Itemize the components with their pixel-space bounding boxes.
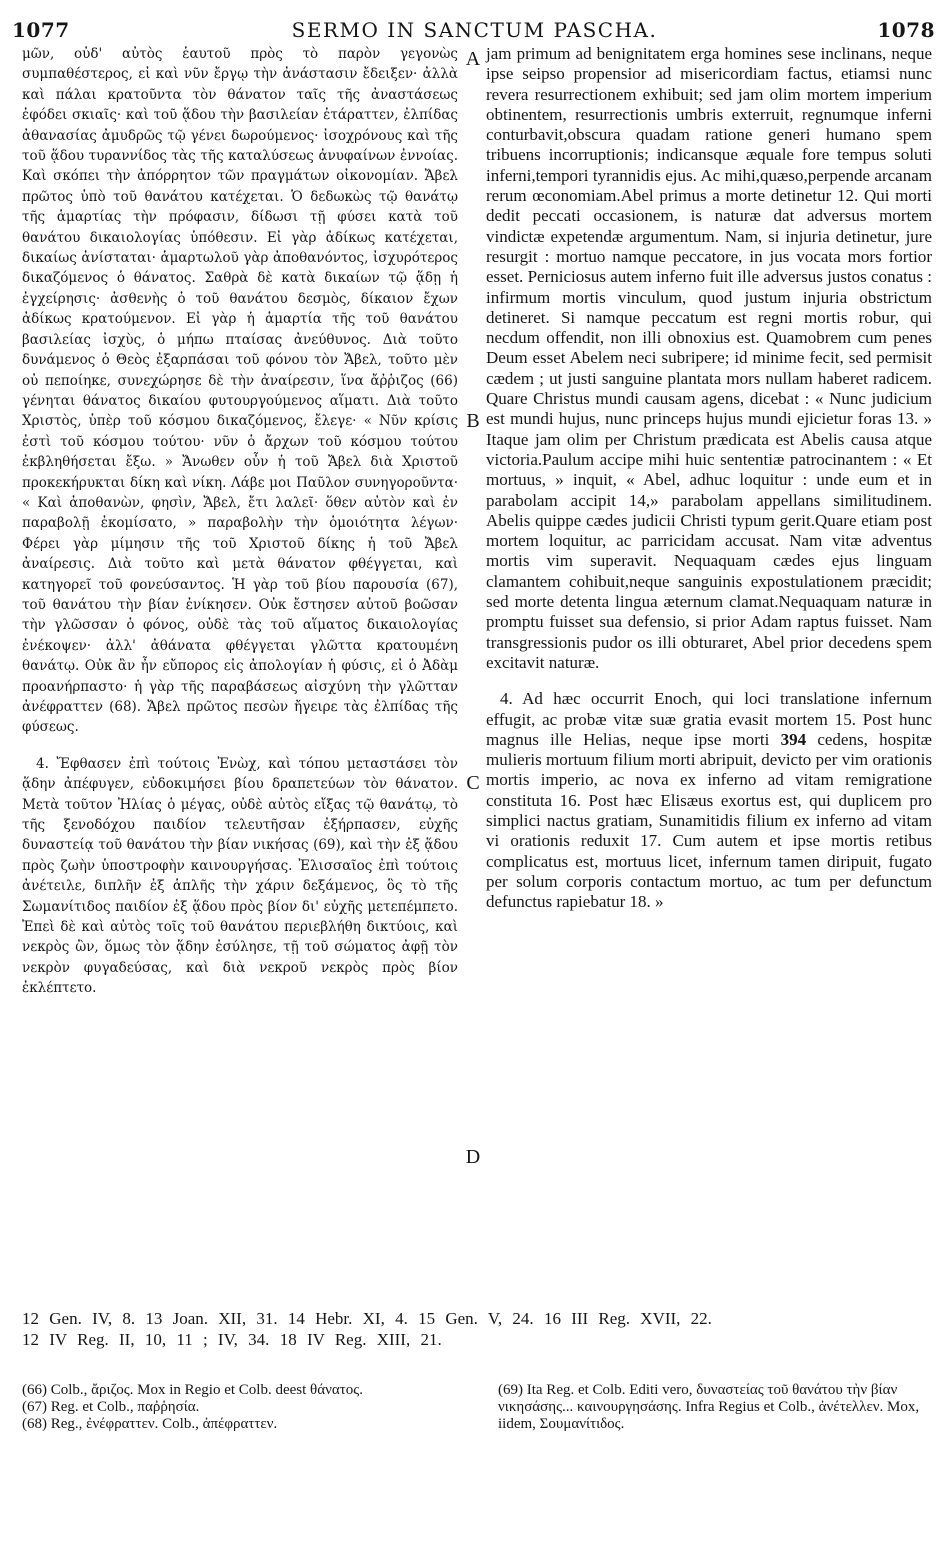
scripture-ref: 16 III Reg. XVII, 22.	[543, 1309, 712, 1328]
scripture-ref: 18 IV Reg. XIII, 21.	[279, 1330, 442, 1349]
latin-paragraph	[486, 689, 932, 912]
latin-text-run: 4. Ad hæc occurrit Enoch, qui loci translatione infernum effugit, ac probæ vitæ suæ gratia evasit mortem 15. Post hunc magnus ille Helias, neque ipse morti	[486, 689, 932, 749]
latin-text-run: cedens, hospitæ mulieris mortuum filium morti abripuit, devicto per vim orationis mortis imperio, ac nova ex inferno ad vitam remigratione constituta 16. Post hæc Elisæus exortus est, qui duplicem pro simplici nactus gratiam, Sunamitidis filium ex inferno ad vitam vi orationis reduxit 17. Cum autem et ipse mortis retibus complicatus est, mortuus licet, infernum tamen diripuit, fugato per solum corporis contactum mortuo, ac tum per defunctum defunctus rapiebatur 18. »	[486, 729, 932, 912]
margin-marker-a: A	[465, 48, 481, 70]
right-column-number: 1078	[877, 18, 935, 42]
greek-paragraph: μῶν, οὐδ' αὐτὸς ἑαυτοῦ πρὸς τὸ παρὸν γεγονὼς συμπαθέστερος, εἰ καὶ νῦν ἔργῳ τὴν ἀνάστασιν ἔδειξεν· ἀλλὰ καὶ πάλαι κρατοῦντα τὸν θάνατον ταῖς τῆς ἀναστάσεως ἐφόδει σκιαῖς· καὶ τοῦ ᾅδου τὴν βασιλείαν ἐτάραττεν, ἐλπίδας ἀθανασίας ἀμυδρῶς τῷ γένει δωρούμενος· ἰσοχρόνους καὶ τῆς τοῦ ᾅδου τυραννίδος τὰς τῆς καταλύσεως ἀνυφαίνων ἐννοίας. Καὶ σκόπει τὴν ἀπόρρητον τῶν πραγμάτων οἰκονομίαν. Ἄβελ πρῶτος ὑπὸ τοῦ θανάτου κατέχεται. Ὁ δεδωκὼς τῷ θανάτῳ τῆς ἁμαρτίας τὴν πρόφασιν, δίδωσι τῇ φύσει κατὰ τοῦ θανάτου δικαιολογίας ὑπόθεσιν. Εἰ γὰρ ἀδίκως κατέχεται, δικαίως ἀνίσταται· ἁμαρτωλοῦ γὰρ ἀποθανόντος, ἰσχυρότερος δικαζόμενος ὁ θάνατος. Σαθρὰ δὲ κατὰ δικαίων τῷ ᾅδῃ ἡ ἐγχείρησις· ἀσθενὴς ὁ τοῦ θανάτου δεσμὸς, δίκαιον ἔχων ἀδίκως κρατούμενον. Εἰ γὰρ ἡ ἁμαρτία τῆς τοῦ θανάτου βασιλείας ἰσχὺς, ὁ μήπω πταίσας ἀνεύθυνος. Διὰ τοῦτο δυνάμενος ὁ Θεὸς ἐξαρπάσαι τοῦ φόνου τὸν Ἄβελ, τοῦτο μὲν οὐ πεποίηκε, συνεχώρησε δὲ τὴν ἀναίρεσιν, ἵνα ἄῤῥιζος (66) γένηται θάνατος δικαίου φυτουργούμενος αἵματι. Διὰ τοῦτο Χριστὸς, ὑπὲρ τοῦ κόσμου δικαζόμενος, ἔλεγε· « Νῦν κρίσις ἐστὶ τοῦ κόσμου τούτου· νῦν ὁ ἄρχων τοῦ κόσμου τούτου ἐκβληθήσεται ἔξω. » Ἄνωθεν οὖν ἡ τοῦ Ἄβελ διὰ Χριστοῦ προκεκήρυκται δίκη καὶ νίκη. Λάβε μοι Παῦλον συνηγοροῦντα· « Καὶ ἀποθανὼν, φησὶν, Ἄβελ, ἔτι λαλεῖ· ὅθεν αὐτὸν καὶ ἐν παραβολῇ ἐκομίσατο, » παραβολὴν τὴν ὁμοιότητα λέγων· Φέρει γὰρ μίμησιν τῆς τοῦ Χριστοῦ δίκης ἡ τοῦ Ἄβελ ἀναίρεσις. Διὰ τοῦτο καὶ μετὰ θάνατον φθέγγεται, καὶ κατηγορεῖ τοῦ φονεύσαντος. Ἡ γὰρ τοῦ βίου παρουσία (67), τοῦ θανάτου τὴν βίαν ἐνίκησεν. Οὐκ ἔστησεν αὐτοῦ βοῶσαν τὴν γλῶσσαν ὁ φόνος, οὐδὲ τὰς τοῦ αἵματος δικαιολογίας ἐνέκοψεν· ἀλλ' ἀθάνατα φθέγγεται γλῶττα κρατουμένη θανάτῳ. Οὐκ ἂν ἦν εὔπορος εἰς ἀπολογίαν ἡ φύσις, εἰ ὁ Ἀδὰμ προανήρπαστο· ἡ γὰρ τῆς παραβάσεως αἰσχύνη τὴν γλῶτταν ἀνέφραττεν (68). Ἄβελ πρῶτος πεσὼν ἤγειρε τὰς ἐλπίδας τῆς φύσεως.	[22, 46, 458, 736]
column-number-inline: 394	[780, 729, 807, 749]
left-column-number: 1077	[12, 18, 70, 42]
scripture-ref: 13 Joan. XII, 31.	[145, 1309, 278, 1328]
footnote: (68) Reg., ἐνέφραττεν. Colb., ἀπέφραττεν.	[22, 1416, 278, 1432]
greek-paragraph: 4. Ἔφθασεν ἐπὶ τούτοις Ἐνὼχ, καὶ τόπου μεταστάσει τὸν ᾅδην ἀπέφυγεν, εὐδοκιμήσει βίου δραπετεύων τὸν θάνατον. Μετὰ τοῦτον Ἠλίας ὁ μέγας, οὐδὲ αὐτὸς εἴξας τῷ θανάτῳ, τὸ τῆς ξενοδόχου παιδίον τελευτῆσαν ἐξήρπασεν, εὐχῆς δυναστείᾳ τοῦ θανάτου τὴν βίαν νικήσας (69), καὶ τὴν ἐξ ᾅδου πρὸς ζωὴν ὑποστροφὴν καινουργήσας. Ἐλισσαῖος ἐπὶ τούτοις ἀνέτειλε, διπλῆν ἐξ ἁπλῆς τὴν χάριν δεξάμενος, ὃς τὸ τῆς Σωμανίτιδος παιδίον ἐξ ᾅδου πρὸς βίον δι' εὐχῆς μετεπέμπετο. Ἐπεὶ δὲ καὶ αὐτὸς τοῖς τοῦ θανάτου περιεβλήθη δικτύοις, καὶ νεκρὸς ὢν, ὅμως τὸν ᾅδην ἐσύλησε, τῇ τοῦ σώματος ἀφῇ τὸν νεκρὸν φυγαδεύσας, καὶ διὰ νεκροῦ νεκρὸς πρὸς βίον ἐκλέπτετο.	[22, 755, 458, 997]
running-title: SERMO IN SANCTUM PASCHA.	[291, 18, 658, 42]
margin-marker-d: D	[465, 1146, 481, 1168]
footnotes-right	[498, 1382, 934, 1433]
latin-paragraph: jam primum ad benignitatem erga homines sese inclinans, neque ipse seipso propensior ad misericordiam factus, etiamsi nunc revera resurrectionem exhibuit; sed jam olim mortem imperium obtinentem, resurrectionis umbris exterruit, regnumque inferni conturbavit,obscura quadam ratione generi humano spem tribuens incorruptionis; indicansque æquale fore tempus soluti inferni,tempori tyrannidis ejus. Ac mihi,quæso,perpende arcanam rerum œconomiam.Abel primus a morte detinetur 12. Qui morti dedit peccati occasionem, is naturæ dat adversus mortem vindictæ expetendæ argumentum. Nam, si injuria detinetur, jure resurgit : mortuo namque peccatore, in jus vocata mors fortior esset. Perniciosus autem inferno fuit ille adversus justos conatus : infirmum mortis vinculum, quod justum injuria obstrictum detineret. Si namque peccatum est regni mortis robur, qui necdum offendit, non illi obnoxius est. Quamobrem cum penes Deum esset Abelem neci subripere; id minime fecit, sed permisit cædem ; ut justi sanguine plantata mors nullam haberet radicem. Quare Christus mundi causam agens, dicebat : « Nunc judicium est mundi hujus, nunc princeps hujus mundi ejicietur foras 13. » Itaque jam olim per Christum prædicata est Abelis causa atque victoria.Paulum accipe mihi huic sententiæ patrocinantem : « Et mortuus, » inquit, « Abel, adhuc loquitur : unde eum et in parabolam accipit 14,» parabolam appellans similitudinem. Abelis quippe cædes judicii Christi typum gerit.Quare etiam post mortem loquitur, ac parricidam accusat. Nam vitæ adventus mortis vim superavit. Nequaquam cædes ejus linguam clamantem cohibuit,neque sanguinis expostulationem præcidit; sed morte detenta lingua æternum clamat.Nequaquam naturæ in promptu fuisset sua defensio, si prior Adam raptus fuisset. Nam transgressionis pudor os illi obturaret, Abel prior decedens spem excitavit naturæ.	[486, 44, 932, 672]
footnote: (66) Colb., ἄριζος. Mox in Regio et Colb. deest θάνατος.	[22, 1382, 363, 1398]
scripture-references	[22, 1308, 934, 1350]
margin-marker-b: B	[466, 410, 480, 432]
greek-text-column	[22, 44, 458, 999]
scripture-ref: 14 Hebr. XI, 4.	[287, 1309, 408, 1328]
scripture-ref: 12 Gen. IV, 8.	[22, 1309, 136, 1328]
scripture-ref: 12 IV Reg. II, 10, 11 ; IV, 34.	[22, 1330, 270, 1349]
footnote: (69) Ita Reg. et Colb. Editi vero, δυναστείας τοῦ θανάτου τὴν βίαν νικησάσης... καινουργησάσης. Infra Regius et Colb., ἀνέτελλεν. Mox, iidem, Σουμανίτιδος.	[498, 1382, 920, 1432]
footnote: (67) Reg. et Colb., παῤῥησία.	[22, 1399, 200, 1415]
latin-text-column	[486, 44, 932, 912]
margin-marker-c: C	[466, 772, 480, 794]
scripture-ref: 15 Gen. V, 24.	[418, 1309, 534, 1328]
footnotes-left	[22, 1382, 462, 1433]
